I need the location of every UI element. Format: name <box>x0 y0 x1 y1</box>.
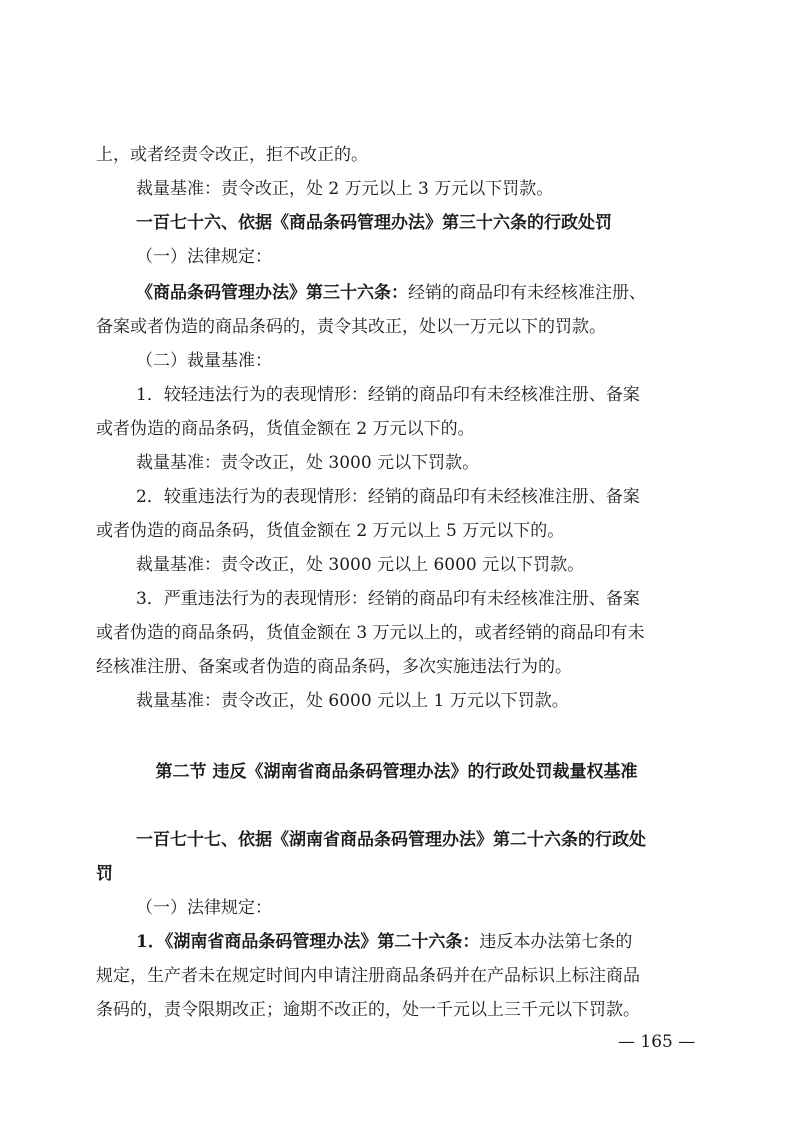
text-line: 上，或者经责令改正，拒不改正的。 <box>96 145 368 165</box>
chapter-heading: 第二节 违反《湖南省商品条码管理办法》的行政处罚裁量权基准 <box>155 762 638 782</box>
law-text: 违反本办法第七条的 <box>479 932 633 952</box>
text-line: 裁量基准：责令改正，处 2 万元以上 3 万元以下罚款。 <box>136 179 554 199</box>
text-line: 裁量基准：责令改正，处 3000 元以下罚款。 <box>136 453 480 473</box>
text-line: 条码的，责令限期改正；逾期不改正的，处一千元以上三千元以下罚款。 <box>96 1000 640 1020</box>
text-line: 经核准注册、备案或者伪造的商品条码，多次实施违法行为的。 <box>96 657 572 677</box>
subheading: （二）裁量基准： <box>136 351 272 371</box>
text-line <box>136 281 646 305</box>
text-line: 1．较轻违法行为的表现情形：经销的商品印有未经核准注册、备案 <box>136 385 640 405</box>
law-text: 经销的商品印有未经核准注册、 <box>408 283 646 303</box>
subheading: （一）法律规定： <box>136 247 272 267</box>
section-heading: 一百七十六、依据《商品条码管理办法》第三十六条的行政处罚 <box>136 213 612 233</box>
page-number: — 165 — <box>618 1032 696 1052</box>
text-line <box>136 930 632 954</box>
text-line: 裁量基准：责令改正，处 6000 元以上 1 万元以下罚款。 <box>136 691 569 711</box>
law-reference: 1．《湖南省商品条码管理办法》第二十六条： <box>136 932 480 952</box>
law-reference: 《商品条码管理办法》第三十六条： <box>136 283 408 303</box>
section-heading-continued: 罚 <box>96 864 113 884</box>
text-line: 2．较重违法行为的表现情形：经销的商品印有未经核准注册、备案 <box>136 487 640 507</box>
text-line: 或者伪造的商品条码，货值金额在 2 万元以上 5 万元以下的。 <box>96 521 565 541</box>
text-line: 或者伪造的商品条码，货值金额在 2 万元以下的。 <box>96 419 475 439</box>
text-line: 裁量基准：责令改正，处 3000 元以上 6000 元以下罚款。 <box>136 555 585 575</box>
section-heading: 一百七十七、依据《湖南省商品条码管理办法》第二十六条的行政处 <box>136 830 646 850</box>
text-line: 或者伪造的商品条码，货值金额在 3 万元以上的，或者经销的商品印有未 <box>96 623 645 643</box>
text-line: 备案或者伪造的商品条码的，责令其改正，处以一万元以下的罚款。 <box>96 317 606 337</box>
subheading: （一）法律规定： <box>136 898 272 918</box>
text-line: 规定，生产者未在规定时间内申请注册商品条码并在产品标识上标注商品 <box>96 966 640 986</box>
text-line: 3．严重违法行为的表现情形：经销的商品印有未经核准注册、备案 <box>136 589 640 609</box>
